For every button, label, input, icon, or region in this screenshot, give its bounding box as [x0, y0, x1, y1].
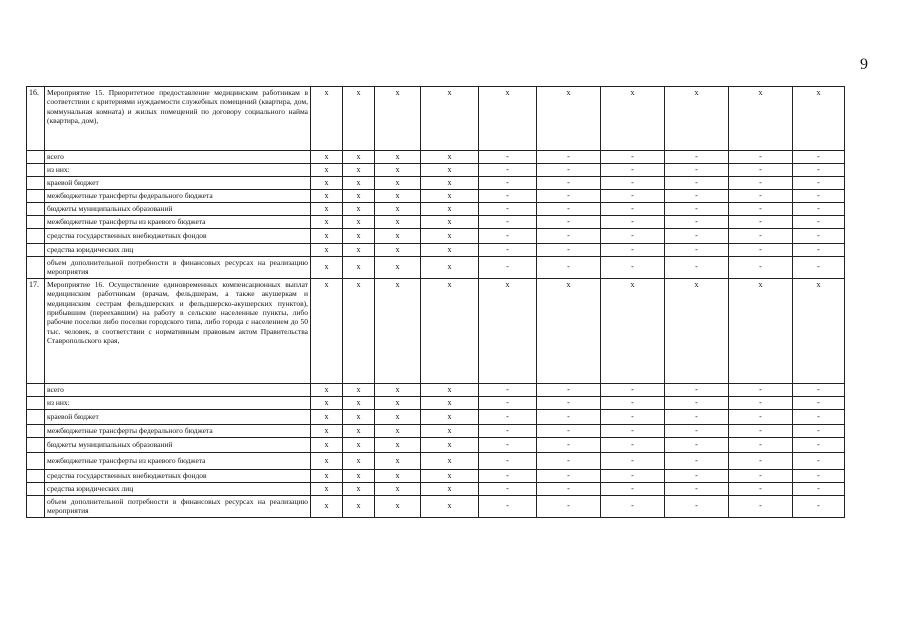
value-cell: x	[375, 151, 421, 164]
value-cell: -	[537, 203, 601, 216]
value-cell: x	[793, 87, 845, 151]
value-cell: x	[537, 87, 601, 151]
funding-row	[27, 396, 845, 409]
value-cell: x	[421, 257, 479, 279]
value-cell: -	[537, 383, 601, 396]
value-cell: x	[375, 469, 421, 482]
value-cell: x	[421, 177, 479, 190]
measure-description: Мероприятие 16. Осуществление единовременных компенсационных выплат медицинским работникам (врачам, фельдшерам, а также акушеркам и медицинским сестрам фельдшерских и фельдшерско-акушерских пунктов), прибывшим (переехавшим) на работу в сельские населенные пункты, либо рабочие поселки либо поселки городского типа, либо города с населением до 50 тыс. человек, в соответствии с нормативным правовым актом Правительства Ставропольского края,	[45, 278, 311, 383]
value-cell: -	[537, 469, 601, 482]
measure-row	[27, 278, 845, 383]
value-cell: x	[311, 437, 343, 452]
funding-source-label: краевой бюджет	[45, 177, 311, 190]
value-cell: x	[343, 469, 375, 482]
funding-row	[27, 383, 845, 396]
value-cell: -	[665, 437, 729, 452]
value-cell: x	[421, 229, 479, 244]
value-cell: -	[479, 396, 537, 409]
value-cell: -	[479, 452, 537, 469]
value-cell: x	[665, 87, 729, 151]
value-cell: x	[343, 229, 375, 244]
value-cell: -	[793, 244, 845, 257]
funding-row	[27, 203, 845, 216]
value-cell: -	[479, 151, 537, 164]
value-cell: -	[729, 244, 793, 257]
value-cell: -	[665, 151, 729, 164]
value-cell: -	[601, 495, 665, 517]
funding-row	[27, 244, 845, 257]
value-cell: -	[601, 482, 665, 495]
value-cell: -	[729, 495, 793, 517]
value-cell: x	[311, 164, 343, 177]
value-cell: -	[537, 409, 601, 424]
value-cell: -	[601, 229, 665, 244]
value-cell: x	[421, 216, 479, 229]
funding-table	[26, 86, 845, 518]
value-cell: -	[537, 482, 601, 495]
value-cell: -	[729, 177, 793, 190]
value-cell: x	[375, 164, 421, 177]
value-cell: -	[479, 164, 537, 177]
value-cell: -	[537, 216, 601, 229]
value-cell: -	[601, 437, 665, 452]
value-cell: x	[311, 257, 343, 279]
value-cell: -	[793, 495, 845, 517]
value-cell: x	[311, 469, 343, 482]
value-cell: -	[665, 216, 729, 229]
value-cell: -	[601, 177, 665, 190]
value-cell: x	[343, 424, 375, 437]
value-cell: x	[343, 482, 375, 495]
value-cell: -	[729, 203, 793, 216]
value-cell: -	[537, 437, 601, 452]
value-cell: -	[537, 164, 601, 177]
value-cell: -	[793, 409, 845, 424]
value-cell: -	[793, 396, 845, 409]
funding-source-label: из них:	[45, 164, 311, 177]
value-cell: -	[793, 229, 845, 244]
row-number-empty	[27, 190, 45, 203]
value-cell: -	[479, 177, 537, 190]
value-cell: x	[375, 203, 421, 216]
funding-row	[27, 409, 845, 424]
value-cell: x	[311, 278, 343, 383]
value-cell: -	[601, 383, 665, 396]
value-cell: x	[375, 244, 421, 257]
value-cell: x	[343, 383, 375, 396]
value-cell: -	[601, 203, 665, 216]
value-cell: x	[343, 151, 375, 164]
value-cell: x	[343, 87, 375, 151]
measure-description: Мероприятие 15. Приоритетное предоставление медицинским работникам в соответствии с критериями нуждаемости служебных помещений (квартира, дом, коммунальная комната) и жилых помещений по договору социального найма (квартира, дом),	[45, 87, 311, 151]
value-cell: -	[537, 229, 601, 244]
value-cell: x	[421, 190, 479, 203]
row-number-empty	[27, 424, 45, 437]
value-cell: x	[421, 482, 479, 495]
value-cell: x	[311, 177, 343, 190]
row-number-empty	[27, 257, 45, 279]
value-cell: x	[665, 278, 729, 383]
value-cell: x	[343, 203, 375, 216]
funding-source-label: из них:	[45, 396, 311, 409]
value-cell: -	[729, 151, 793, 164]
value-cell: -	[479, 424, 537, 437]
value-cell: -	[479, 257, 537, 279]
funding-source-label: бюджеты муниципальных образований	[45, 437, 311, 452]
value-cell: x	[343, 177, 375, 190]
value-cell: x	[421, 164, 479, 177]
funding-source-label: средства государственных внебюджетных фондов	[45, 229, 311, 244]
value-cell: -	[729, 437, 793, 452]
value-cell: x	[311, 190, 343, 203]
funding-row	[27, 424, 845, 437]
row-number: 17.	[27, 278, 45, 383]
row-number-empty	[27, 452, 45, 469]
row-number-empty	[27, 203, 45, 216]
value-cell: x	[311, 151, 343, 164]
value-cell: -	[537, 396, 601, 409]
value-cell: x	[375, 383, 421, 396]
value-cell: x	[421, 469, 479, 482]
value-cell: x	[311, 409, 343, 424]
funding-row	[27, 257, 845, 279]
value-cell: x	[793, 278, 845, 383]
value-cell: -	[665, 177, 729, 190]
value-cell: x	[729, 278, 793, 383]
value-cell: x	[311, 482, 343, 495]
value-cell: x	[601, 87, 665, 151]
value-cell: -	[601, 190, 665, 203]
value-cell: x	[375, 278, 421, 383]
funding-row	[27, 495, 845, 517]
value-cell: -	[479, 216, 537, 229]
value-cell: -	[665, 452, 729, 469]
value-cell: -	[665, 257, 729, 279]
value-cell: x	[311, 383, 343, 396]
value-cell: -	[665, 229, 729, 244]
value-cell: x	[375, 409, 421, 424]
value-cell: -	[665, 190, 729, 203]
value-cell: -	[729, 424, 793, 437]
row-number-empty	[27, 437, 45, 452]
value-cell: -	[537, 190, 601, 203]
value-cell: x	[311, 452, 343, 469]
value-cell: -	[729, 257, 793, 279]
value-cell: x	[311, 87, 343, 151]
funding-row	[27, 437, 845, 452]
value-cell: -	[601, 396, 665, 409]
value-cell: x	[375, 190, 421, 203]
value-cell: x	[421, 452, 479, 469]
value-cell: x	[375, 437, 421, 452]
value-cell: -	[665, 383, 729, 396]
value-cell: -	[729, 190, 793, 203]
value-cell: x	[375, 424, 421, 437]
value-cell: -	[729, 396, 793, 409]
value-cell: x	[375, 216, 421, 229]
row-number-empty	[27, 151, 45, 164]
value-cell: -	[793, 452, 845, 469]
value-cell: -	[793, 482, 845, 495]
funding-source-label: всего	[45, 151, 311, 164]
value-cell: x	[601, 278, 665, 383]
value-cell: -	[729, 164, 793, 177]
funding-source-label: объем дополнительной потребности в финансовых ресурсах на реализацию мероприятия	[45, 495, 311, 517]
value-cell: x	[375, 452, 421, 469]
funding-row	[27, 482, 845, 495]
funding-row	[27, 469, 845, 482]
row-number-empty	[27, 164, 45, 177]
row-number-empty	[27, 177, 45, 190]
value-cell: x	[343, 216, 375, 229]
value-cell: x	[421, 409, 479, 424]
funding-row	[27, 151, 845, 164]
value-cell: x	[343, 164, 375, 177]
value-cell: -	[479, 482, 537, 495]
value-cell: x	[421, 278, 479, 383]
row-number-empty	[27, 495, 45, 517]
funding-row	[27, 229, 845, 244]
value-cell: -	[601, 424, 665, 437]
value-cell: x	[311, 396, 343, 409]
value-cell: x	[421, 151, 479, 164]
value-cell: -	[729, 482, 793, 495]
value-cell: -	[665, 164, 729, 177]
value-cell: -	[479, 409, 537, 424]
value-cell: -	[729, 229, 793, 244]
value-cell: x	[311, 203, 343, 216]
value-cell: x	[311, 424, 343, 437]
row-number-empty	[27, 396, 45, 409]
funding-row	[27, 164, 845, 177]
value-cell: x	[375, 229, 421, 244]
value-cell: -	[601, 409, 665, 424]
value-cell: -	[729, 452, 793, 469]
value-cell: -	[793, 383, 845, 396]
funding-row	[27, 190, 845, 203]
row-number-empty	[27, 383, 45, 396]
funding-source-label: межбюджетные трансферты федерального бюджета	[45, 424, 311, 437]
value-cell: x	[375, 495, 421, 517]
value-cell: -	[479, 437, 537, 452]
value-cell: -	[665, 409, 729, 424]
value-cell: -	[479, 469, 537, 482]
value-cell: -	[793, 164, 845, 177]
value-cell: x	[729, 87, 793, 151]
value-cell: x	[311, 216, 343, 229]
value-cell: x	[421, 495, 479, 517]
value-cell: -	[479, 229, 537, 244]
value-cell: -	[601, 452, 665, 469]
funding-source-label: средства юридических лиц	[45, 482, 311, 495]
value-cell: x	[479, 87, 537, 151]
value-cell: -	[537, 452, 601, 469]
value-cell: -	[665, 203, 729, 216]
value-cell: x	[421, 203, 479, 216]
value-cell: -	[665, 482, 729, 495]
value-cell: -	[729, 469, 793, 482]
value-cell: -	[601, 151, 665, 164]
value-cell: -	[729, 383, 793, 396]
value-cell: x	[421, 424, 479, 437]
funding-source-label: межбюджетные трансферты федерального бюджета	[45, 190, 311, 203]
value-cell: x	[343, 278, 375, 383]
funding-source-label: объем дополнительной потребности в финансовых ресурсах на реализацию мероприятия	[45, 257, 311, 279]
value-cell: x	[421, 396, 479, 409]
row-number-empty	[27, 229, 45, 244]
value-cell: x	[421, 437, 479, 452]
funding-source-label: средства юридических лиц	[45, 244, 311, 257]
funding-source-label: средства государственных внебюджетных фондов	[45, 469, 311, 482]
value-cell: x	[421, 383, 479, 396]
value-cell: -	[479, 495, 537, 517]
row-number-empty	[27, 482, 45, 495]
row-number-empty	[27, 469, 45, 482]
value-cell: -	[479, 383, 537, 396]
funding-source-label: всего	[45, 383, 311, 396]
row-number-empty	[27, 216, 45, 229]
value-cell: -	[729, 216, 793, 229]
value-cell: x	[421, 244, 479, 257]
value-cell: x	[343, 437, 375, 452]
value-cell: x	[375, 177, 421, 190]
value-cell: -	[601, 244, 665, 257]
value-cell: -	[601, 469, 665, 482]
value-cell: x	[343, 396, 375, 409]
value-cell: -	[793, 151, 845, 164]
value-cell: x	[343, 452, 375, 469]
value-cell: x	[311, 229, 343, 244]
value-cell: -	[665, 244, 729, 257]
funding-source-label: краевой бюджет	[45, 409, 311, 424]
value-cell: x	[343, 244, 375, 257]
funding-row	[27, 216, 845, 229]
funding-row	[27, 177, 845, 190]
value-cell: -	[793, 424, 845, 437]
value-cell: -	[601, 164, 665, 177]
page-number: 9	[860, 56, 868, 73]
value-cell: x	[375, 482, 421, 495]
value-cell: x	[375, 396, 421, 409]
value-cell: x	[311, 495, 343, 517]
value-cell: -	[537, 177, 601, 190]
value-cell: x	[375, 257, 421, 279]
value-cell: -	[793, 203, 845, 216]
funding-row	[27, 452, 845, 469]
value-cell: x	[479, 278, 537, 383]
value-cell: -	[537, 424, 601, 437]
value-cell: -	[793, 190, 845, 203]
value-cell: -	[793, 257, 845, 279]
value-cell: -	[665, 424, 729, 437]
value-cell: x	[311, 244, 343, 257]
row-number: 16.	[27, 87, 45, 151]
row-number-empty	[27, 409, 45, 424]
funding-source-label: межбюджетные трансферты из краевого бюджета	[45, 452, 311, 469]
value-cell: -	[479, 203, 537, 216]
value-cell: -	[601, 216, 665, 229]
value-cell: -	[793, 469, 845, 482]
value-cell: x	[343, 257, 375, 279]
value-cell: -	[537, 151, 601, 164]
measure-row	[27, 87, 845, 151]
value-cell: -	[537, 244, 601, 257]
value-cell: -	[665, 495, 729, 517]
value-cell: -	[601, 257, 665, 279]
value-cell: -	[729, 409, 793, 424]
funding-source-label: бюджеты муниципальных образований	[45, 203, 311, 216]
value-cell: -	[665, 469, 729, 482]
value-cell: -	[479, 244, 537, 257]
value-cell: x	[343, 409, 375, 424]
value-cell: x	[421, 87, 479, 151]
value-cell: -	[537, 257, 601, 279]
value-cell: x	[537, 278, 601, 383]
value-cell: -	[537, 495, 601, 517]
value-cell: -	[479, 190, 537, 203]
funding-source-label: межбюджетные трансферты из краевого бюджета	[45, 216, 311, 229]
value-cell: -	[793, 177, 845, 190]
value-cell: x	[343, 190, 375, 203]
value-cell: -	[665, 396, 729, 409]
value-cell: -	[793, 216, 845, 229]
value-cell: x	[375, 87, 421, 151]
row-number-empty	[27, 244, 45, 257]
value-cell: -	[793, 437, 845, 452]
value-cell: x	[343, 495, 375, 517]
